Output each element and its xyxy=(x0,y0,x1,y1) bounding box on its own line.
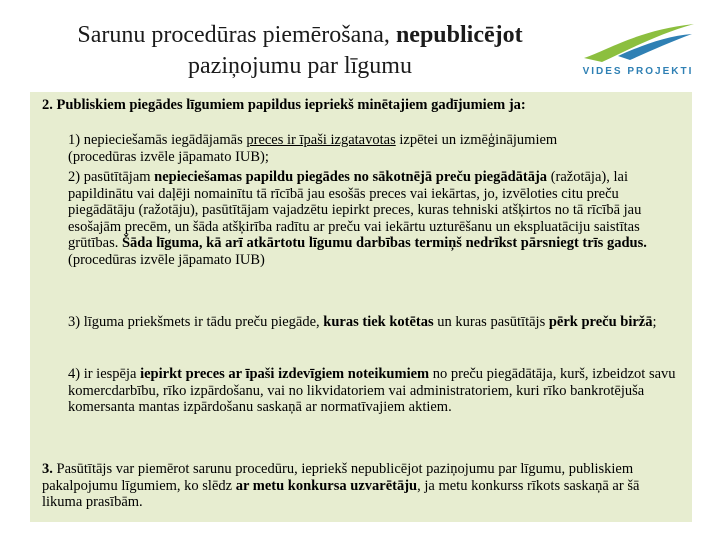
section-3-paragraph: 3. Pasūtītājs var piemērot sarunu procedūru, iepriekš nepublicējot paziņojumu par līgumu, publiskiem pakalpojumu līgumiem, ko slēdz ar metu konkursa uzvarētāju, ja metu konkurss rīkots saskaņā ar šā likuma prasībām. xyxy=(42,461,640,510)
list-item-3: 3) līguma priekšmets ir tādu preču piegāde, kuras tiek kotētas un kuras pasūtītājs pērk preču biržā; xyxy=(68,314,657,330)
list-item-1: 1) nepieciešamās iegādājamās preces ir īpaši izgatavotas izpētei un izmēģinājumiem (procedūras izvēle jāpamato IUB); xyxy=(68,132,558,165)
logo-swoosh-icon xyxy=(578,20,698,68)
section-2-heading: 2. Publiskiem piegādes līgumiem papildus iepriekš minētajiem gadījumiem ja: xyxy=(42,97,526,113)
vides-projekti-logo xyxy=(578,20,698,82)
slide-title: Sarunu procedūras piemērošana, nepublicējot paziņojumu par līgumu xyxy=(77,22,523,79)
list-item-4: 4) ir iespēja iepirkt preces ar īpaši izdevīgiem noteikumiem no preču piegādātāja, kurš, izbeidzot savu komercdarbību, rīko izpārdošanu, vai no likvidatoriem vai administratoriem, kuri rīko bankrotējuša komersanta mantas izpārdošanu saskaņā ar normatīvajiem aktiem. xyxy=(68,366,676,415)
logo-text: VIDES PROJEKTI xyxy=(582,66,694,77)
title-emphasis: nepublicējot xyxy=(395,22,523,48)
list-item-2: 2) pasūtītājam nepieciešamas papildu piegādes no sākotnējā preču piegādātāja (ražotāja), lai papildinātu vai daļēji nomainītu tā rīcībā jau esošās preces vai iekārtas, jo, izvēloties citu preču piegādātāju (ražotāju), pasūtītājam vajadzētu iepirkt preces, kuras tehniski atšķirtos no tā rīcībā jau esošajām precēm, un šāda atšķirība radītu ar preču vai iekārtu uzturēšanu un ekspluatāciju saistītas grūtības. Šāda līguma, kā arī atkārtotu līgumu darbības termiņš nedrīkst pārsniegt trīs gadus. (procedūras izvēle jāpamato IUB) xyxy=(68,169,647,268)
